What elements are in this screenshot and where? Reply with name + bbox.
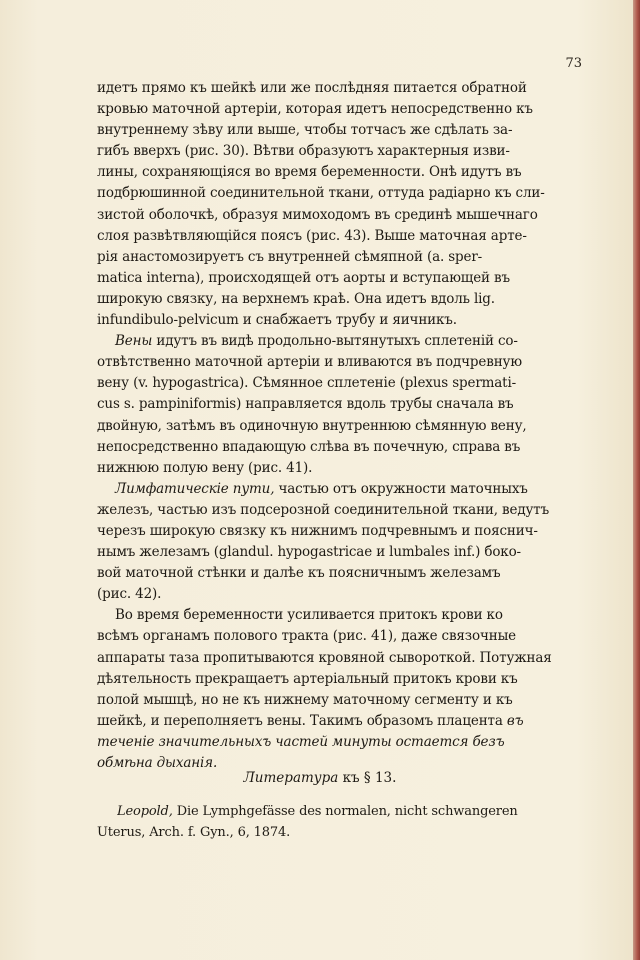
text-line: подбрюшинной соединительной ткани, оттуда радіарно къ сли- xyxy=(97,185,545,202)
veins-line-rest: идутъ въ видѣ продольно-вытянутыхъ сплетеній со- xyxy=(152,333,518,350)
text-line: infundibulo-pelvicum и снабжаетъ трубу и яичникъ. xyxy=(97,312,457,329)
text-line: железъ, частью изъ подсерозной соединительной ткани, ведутъ xyxy=(97,501,550,518)
text-line: широкую связку, на верхнемъ краѣ. Она идетъ вдоль lig. xyxy=(97,290,495,307)
body-text xyxy=(97,78,582,774)
text-line: непосредственно впадающую слѣва въ почечную, справа въ xyxy=(97,438,521,455)
text-line: (рис. 42). xyxy=(97,586,162,603)
reference-entry xyxy=(97,801,587,843)
literature-heading-italic: Литература xyxy=(243,770,339,786)
text-line: нижнюю полую вену (рис. 41). xyxy=(97,459,313,476)
text-line: вену (v. hypogastrica). Сѣмянное сплетеніе (plexus spermati- xyxy=(97,375,517,392)
text-line: Во время беременности усиливается притокъ крови ко xyxy=(115,607,503,624)
text-line: вой маточной стѣнки и далѣе къ поясничнымъ железамъ xyxy=(97,565,501,582)
text-line: гибъ вверхъ (рис. 30). Вѣтви образуютъ характерныя изви- xyxy=(97,143,510,160)
literature-heading xyxy=(0,770,640,786)
text-line: аппараты таза пропитываются кровяной сывороткой. Потужная xyxy=(97,649,552,666)
text-line: двойную, затѣмъ въ одиночную внутреннюю сѣмянную вену, xyxy=(97,417,527,434)
text-line: лины, сохраняющіяся во время беременности. Онѣ идутъ въ xyxy=(97,164,522,181)
text-line: идетъ прямо къ шейкѣ или же послѣдняя питается обратной xyxy=(97,80,527,96)
text-line: cus s. pampiniformis) направляется вдоль трубы сначала въ xyxy=(97,396,514,413)
veins-term: Вены xyxy=(115,333,153,350)
text-line: matica interna), происходящей отъ аорты и вступающей въ xyxy=(97,269,510,286)
lymph-line-rest: частью отъ окружности маточныхъ xyxy=(274,480,528,497)
pregnancy-line-with-italic xyxy=(97,711,582,732)
reference-author: Leopold, xyxy=(117,804,173,819)
text-line: нымъ железамъ (glandul. hypogastricae и lumbales inf.) боко- xyxy=(97,544,521,561)
text-line: кровью маточной артеріи, которая идетъ непосредственно къ xyxy=(97,101,533,118)
italic-line: обмѣна дыханія. xyxy=(97,755,218,771)
page-number: 73 xyxy=(565,56,582,71)
pregnancy-line-text: шейкѣ, и переполняетъ вены. Такимъ образомъ плацента xyxy=(97,712,503,729)
text-line: слоя развѣтвляющійся поясъ (рис. 43). Выше маточная арте- xyxy=(97,227,527,244)
reference-line xyxy=(117,801,587,822)
lymph-term: Лимфатическіе пути, xyxy=(115,480,275,497)
veins-first-line xyxy=(97,331,582,352)
text-line: полой мышцѣ, но не къ нижнему маточному сегменту и къ xyxy=(97,691,513,708)
reference-line: Uterus, Arch. f. Gyn., 6, 1874. xyxy=(97,825,291,840)
lymph-first-line xyxy=(97,479,582,500)
text-line: рія анастомозируетъ съ внутренней сѣмяпной (a. sper- xyxy=(97,248,483,265)
italic-line: теченіе значительныхъ частей минуты остается безъ xyxy=(97,733,505,750)
page-edge xyxy=(633,0,640,960)
literature-heading-rest: къ § 13. xyxy=(338,770,397,786)
text-line: дѣятельность прекращаетъ артеріальный притокъ крови къ xyxy=(97,670,518,687)
text-line: внутреннему зѣву или выше, чтобы тотчасъ же сдѣлать за- xyxy=(97,122,513,139)
reference-line1-text: Die Lymphgefässe des normalen, nicht schwangeren xyxy=(172,804,518,819)
pregnancy-italic-tail: въ xyxy=(502,712,524,729)
text-line: отвѣтственно маточной артеріи и вливаются въ подчревную xyxy=(97,354,522,371)
text-line: черезъ широкую связку къ нижнимъ подчревнымъ и пояснич- xyxy=(97,522,538,539)
text-line: всѣмъ органамъ полового тракта (рис. 41), даже связочные xyxy=(97,628,517,645)
text-line: зистой оболочкѣ, образуя мимоходомъ въ срединѣ мышечнаго xyxy=(97,206,538,223)
